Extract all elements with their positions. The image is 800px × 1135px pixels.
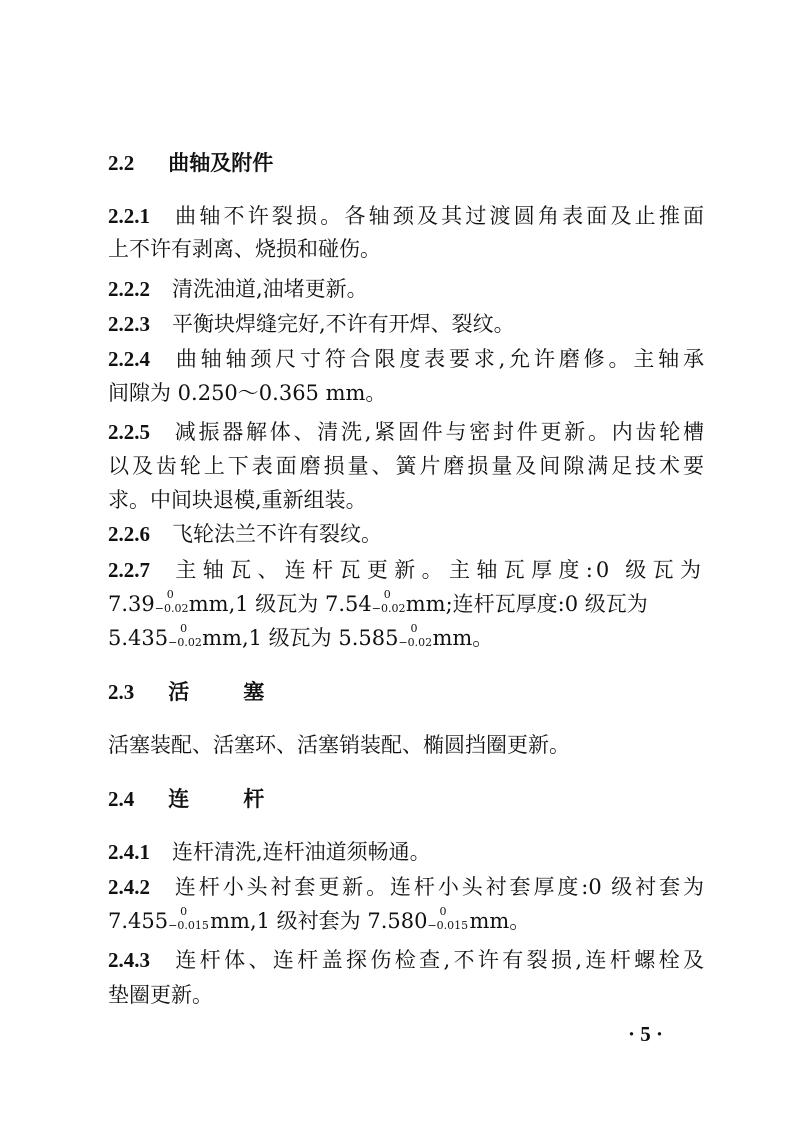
clause-2-2-4 — [108, 344, 704, 374]
tolerance-lower: −0.02 — [168, 636, 202, 649]
clause-text: 曲轴不许裂损。各轴颈及其过渡圆角表面及止推面 — [172, 204, 704, 228]
text-end: mm。 — [469, 909, 531, 933]
clause-2-2-5 — [108, 417, 704, 447]
clause-number: 2.2.6 — [108, 522, 150, 546]
tolerance — [168, 906, 208, 936]
tolerance-lower: −0.015 — [427, 919, 469, 932]
clause-number: 2.2.3 — [108, 312, 150, 336]
section-heading-2-2 — [108, 148, 704, 178]
tolerance-upper: 0 — [439, 905, 447, 918]
clause-number: 2.4.2 — [108, 875, 150, 899]
clause-text: 飞轮法兰不许有裂纹。 — [172, 522, 382, 546]
clause-number: 2.2.2 — [108, 277, 150, 301]
main-bearing-thickness-1: mm,1 级瓦为 7.54 — [188, 592, 372, 616]
section-title-char: 连 — [168, 786, 190, 811]
tolerance-lower: −0.02 — [398, 636, 433, 649]
clause-text: 连杆清洗,连杆油道须畅通。 — [172, 840, 431, 864]
clause-text: 曲轴轴颈尺寸符合限度表要求,允许磨修。主轴承 — [172, 347, 704, 371]
tolerance-lower: −0.015 — [168, 919, 209, 932]
clause-2-2-3 — [108, 309, 704, 339]
section-number: 2.2 — [108, 151, 135, 175]
section-number: 2.4 — [108, 787, 135, 811]
clause-2-4-3-continuation: 垫圈更新。 — [108, 983, 213, 1007]
clause-number: 2.2.7 — [108, 558, 150, 582]
paragraph-2-3: 活塞装配、活塞环、活塞销装配、椭圆挡圈更新。 — [108, 733, 570, 757]
tolerance-upper: 0 — [383, 588, 391, 601]
clause-2-4-1 — [108, 837, 704, 867]
clause-2-2-1-continuation: 上不许有剥离、烧损和碰伤。 — [108, 237, 381, 261]
section-title-char: 杆 — [243, 786, 265, 811]
bushing-thickness-0: 7.455 — [108, 909, 169, 933]
clause-2-2-1 — [108, 201, 704, 231]
main-bearing-thickness-0: 7.39 — [108, 592, 155, 616]
tolerance — [168, 623, 200, 653]
clause-number: 2.2.1 — [108, 204, 150, 228]
clause-text: 清洗油道,油堵更新。 — [172, 277, 368, 301]
conrod-bearing-thickness-1: mm,1 级瓦为 5.585 — [202, 626, 399, 650]
clause-2-2-5-line-2: 以及齿轮上下表面磨损量、簧片磨损量及间隙满足技术要 — [108, 454, 704, 478]
tolerance-upper: 0 — [180, 905, 188, 918]
tolerance — [155, 589, 187, 619]
clause-text: 连杆体、连杆盖探伤检查,不许有裂损,连杆螺栓及 — [172, 948, 704, 972]
clause-2-2-2 — [108, 274, 704, 304]
clause-2-4-3 — [108, 945, 704, 975]
clause-number: 2.4.3 — [108, 948, 150, 972]
clause-number: 2.2.5 — [108, 420, 150, 444]
page-number: · 5 · — [628, 1022, 664, 1046]
clause-2-2-4-continuation: 间隙为 0.250～0.365 mm。 — [108, 381, 387, 405]
clause-text: 连杆小头衬套更新。连杆小头衬套厚度:0 级衬套为 — [172, 875, 704, 899]
clause-number: 2.4.1 — [108, 840, 150, 864]
conrod-bearing-thickness-0: 5.435 — [108, 626, 169, 650]
section-title-char: 活 — [168, 679, 190, 704]
tolerance — [398, 622, 433, 653]
tolerance — [372, 589, 404, 619]
clause-text: 减振器解体、清洗,紧固件与密封件更新。内齿轮槽 — [172, 420, 704, 444]
tolerance-upper: 0 — [180, 622, 188, 635]
clause-2-2-7 — [108, 555, 704, 585]
clause-2-4-2 — [108, 872, 704, 902]
section-title-char: 塞 — [243, 679, 265, 704]
section-heading-2-3 — [108, 677, 704, 707]
clause-2-4-2-line-2 — [108, 906, 704, 936]
section-title: 曲轴及附件 — [168, 150, 274, 175]
clause-2-2-7-line-2 — [108, 589, 704, 619]
tolerance-upper: 0 — [410, 622, 418, 635]
conrod-bearing-thickness-label: mm;连杆瓦厚度:0 级瓦为 — [405, 592, 648, 616]
tolerance-upper: 0 — [166, 588, 174, 601]
clause-text: 主轴瓦、连杆瓦更新。主轴瓦厚度:0 级瓦为 — [172, 558, 704, 582]
clause-2-2-6 — [108, 519, 704, 549]
section-number: 2.3 — [108, 680, 135, 704]
clause-number: 2.2.4 — [108, 347, 150, 371]
clause-2-2-5-line-3: 求。中间块退模,重新组装。 — [108, 488, 367, 512]
clause-text: 平衡块焊缝完好,不许有开焊、裂纹。 — [172, 312, 515, 336]
tolerance — [427, 906, 467, 936]
text-end: mm。 — [432, 626, 494, 650]
bushing-thickness-1: mm,1 级衬套为 7.580 — [210, 909, 428, 933]
clause-2-2-7-line-3 — [108, 623, 704, 653]
section-heading-2-4 — [108, 784, 704, 814]
tolerance-lower: −0.02 — [154, 602, 189, 615]
tolerance-lower: −0.02 — [371, 602, 406, 615]
